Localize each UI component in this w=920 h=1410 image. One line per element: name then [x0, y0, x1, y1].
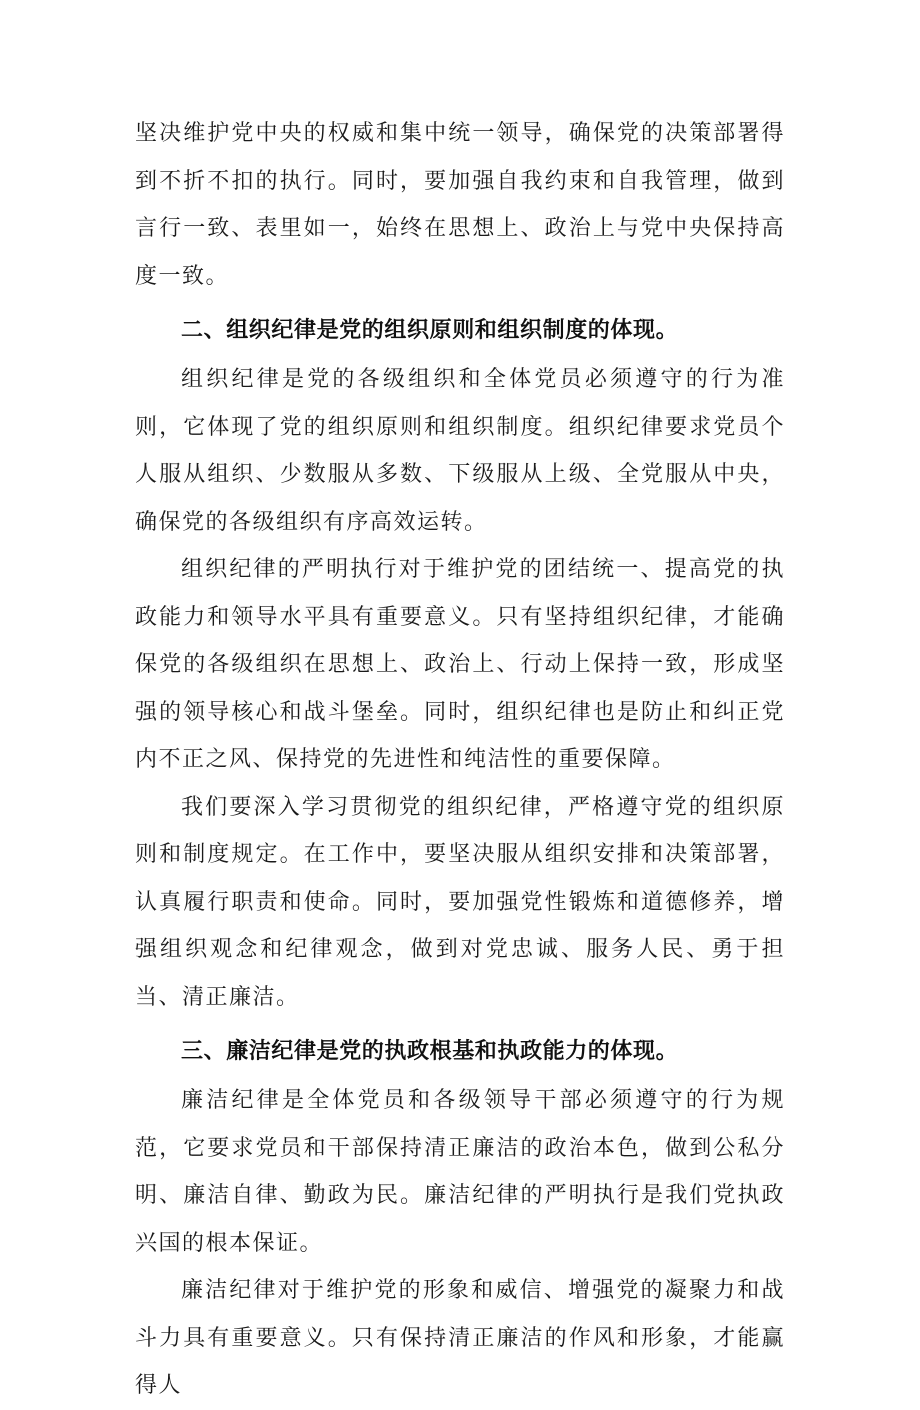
paragraph: 组织纪律的严明执行对于维护党的团结统一、提高党的执政能力和领导水平具有重要意义。只有坚持组织纪律，才能确保党的各级组织在思想上、政治上、行动上保持一致，形成坚强的领导核心和战斗堡垒。同时，组织纪律也是防止和纠正党内不正之风、保持党的先进性和纯洁性的重要保障。 [135, 557, 785, 772]
section-heading-organization: 二、组织纪律是党的组织原则和组织制度的体现。 [181, 318, 679, 343]
paragraph-continuation: 坚决维护党中央的权威和集中统一领导，确保党的决策部署得到不折不扣的执行。同时，要加强自我约束和自我管理，做到言行一致、表里如一，始终在思想上、政治上与党中央保持高度一致。 [135, 121, 785, 289]
paragraph: 组织纪律是党的各级组织和全体党员必须遵守的行为准则，它体现了党的组织原则和组织制度。组织纪律要求党员个人服从组织、少数服从多数、下级服从上级、全党服从中央，确保党的各级组织有序高效运转。 [135, 367, 785, 535]
paragraph: 我们要深入学习贯彻党的组织纪律，严格遵守党的组织原则和制度规定。在工作中，要坚决服从组织安排和决策部署，认真履行职责和使命。同时，要加强党性锻炼和道德修养，增强组织观念和纪律观念，做到对党忠诚、服务人民、勇于担当、清正廉洁。 [135, 794, 785, 1010]
document-body [135, 110, 785, 1410]
paragraph: 廉洁纪律对于维护党的形象和威信、增强党的凝聚力和战斗力具有重要意义。只有保持清正廉洁的作风和形象，才能赢得人 [135, 1278, 785, 1398]
paragraph: 廉洁纪律是全体党员和各级领导干部必须遵守的行为规范，它要求党员和干部保持清正廉洁的政治本色，做到公私分明、廉洁自律、勤政为民。廉洁纪律的严明执行是我们党执政兴国的根本保证。 [135, 1088, 785, 1256]
section-heading-integrity: 三、廉洁纪律是党的执政根基和执政能力的体现。 [181, 1039, 679, 1064]
